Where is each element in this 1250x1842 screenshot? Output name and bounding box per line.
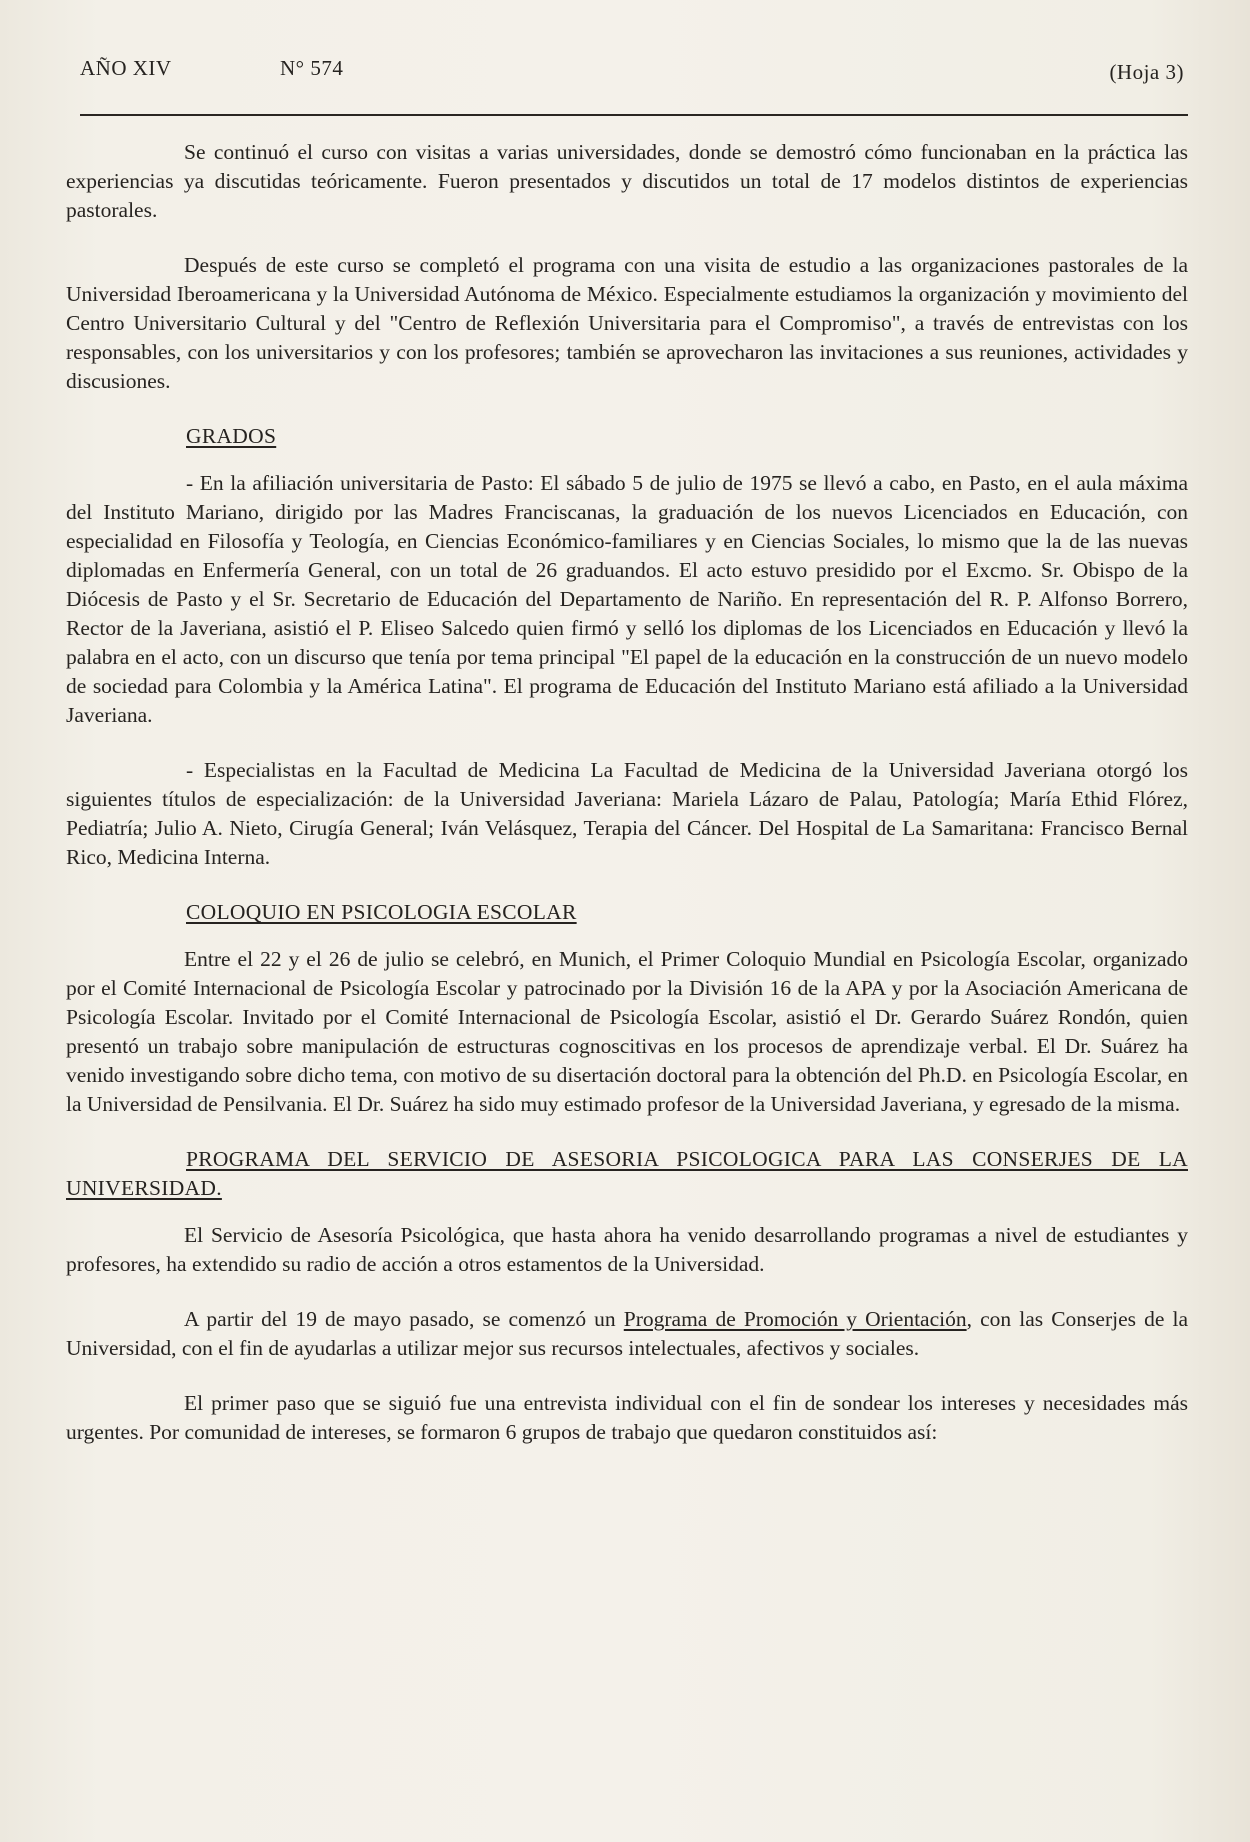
- page-header: [80, 56, 1184, 86]
- paragraph-study-visit: Después de este curso se completó el programa con una visita de estudio a las organizaciones pastorales de la Universidad Iberoamericana y la Universidad Autónoma de México. Especialmente estudiamos la organización y movimiento del Centro Universitario Cultural y del "Centro de Reflexión Universitaria para el Compromiso", a través de entrevistas con los responsables, con los universitarios y con los profesores; también se aprovecharon las invitaciones a sus reuniones, actividades y discusiones.: [66, 253, 1188, 393]
- section-heading-programa: PROGRAMA DEL SERVICIO DE ASESORIA PSICOLOGICA PARA LAS CONSERJES DE LA UNIVERSIDAD.: [66, 1147, 1188, 1200]
- paragraph-programa-intro: El Servicio de Asesoría Psicológica, que hasta ahora ha venido desarrollando programas a nivel de estudiantes y profesores, ha extendido su radio de acción a otros estamentos de la Universidad.: [66, 1223, 1188, 1276]
- header-year: AÑO XIV: [80, 56, 172, 80]
- paragraph-coloquio: Entre el 22 y el 26 de julio se celebró, en Munich, el Primer Coloquio Mundial en Psicología Escolar, organizado por el Comité Internacional de Psicología Escolar y patrocinado por la División 16 de la APA y por la Asociación Americana de Psicología Escolar. Invitado por el Comité Internacional de Psicología Escolar, asistió el Dr. Gerardo Suárez Rondón, quien presentó un trabajo sobre manipulación de estructuras cognoscitivas en los procesos de aprendizaje verbal. El Dr. Suárez ha venido investigando sobre dicho tema, con motivo de su disertación doctoral para la obtención del Ph.D. en Psicología Escolar, en la Universidad de Pensilvania. El Dr. Suárez ha sido muy estimado profesor de la Universidad Javeriana, y egresado de la misma.: [66, 947, 1188, 1116]
- header-number: N° 574: [280, 56, 344, 80]
- section-heading-grados: GRADOS: [186, 424, 277, 448]
- section-heading-coloquio: COLOQUIO EN PSICOLOGIA ESCOLAR: [186, 900, 577, 924]
- paragraph-course-visits: Se continuó el curso con visitas a varias universidades, donde se demostró cómo funcionaban en la práctica las experiencias ya discutidas teóricamente. Fueron presentados y discutidos un total de 17 modelos distintos de experiencias pastorales.: [66, 140, 1188, 222]
- header-rule: [80, 114, 1188, 116]
- programa-start-rest: , con las Conserjes de la Universidad, con el fin de ayudarlas a utilizar mejor sus recursos intelectuales, afectivos y sociales.: [66, 1307, 1188, 1360]
- grados-item-medicina: - Especialistas en la Facultad de Medicina La Facultad de Medicina de la Universidad Javeriana otorgó los siguientes títulos de especialización: de la Universidad Javeriana: Mariela Lázaro de Palau, Patología; María Ethid Flórez, Pediatría; Julio A. Nieto, Cirugía General; Iván Velásquez, Terapia del Cáncer. Del Hospital de La Samaritana: Francisco Bernal Rico, Medicina Interna.: [66, 758, 1188, 869]
- paragraph-programa-start: [66, 1305, 1188, 1363]
- page-body: [66, 138, 1188, 1473]
- grados-item-pasto: - En la afiliación universitaria de Pasto: El sábado 5 de julio de 1975 se llevó a cabo, en Pasto, en el aula máxima del Instituto Mariano, dirigido por las Madres Franciscanas, la graduación de los nuevos Licenciados en Educación, con especialidad en Filosofía y Teología, en Ciencias Económico-familiares y en Ciencias Sociales, lo mismo que la de las nuevas diplomadas en Enfermería General, con un total de 26 graduandos. El acto estuvo presidido por el Excmo. Sr. Obispo de la Diócesis de Pasto y el Sr. Secretario de Educación del Departamento de Nariño. En representación del R. P. Alfonso Borrero, Rector de la Javeriana, asistió el P. Eliseo Salcedo quien firmó y selló los diplomas de los Licenciados en Educación y llevó la palabra en el acto, con un discurso que tenía por tema principal "El papel de la educación en la construcción de un nuevo modelo de sociedad para Colombia y la América Latina". El programa de Educación del Instituto Mariano está afiliado a la Universidad Javeriana.: [66, 471, 1188, 727]
- programa-start-text: A partir del 19 de mayo pasado, se comenzó un: [184, 1307, 624, 1331]
- header-sheet: (Hoja 3): [1109, 60, 1184, 84]
- paragraph-programa-groups: El primer paso que se siguió fue una entrevista individual con el fin de sondear los intereses y necesidades más urgentes. Por comunidad de intereses, se formaron 6 grupos de trabajo que quedaron constituidos así:: [66, 1391, 1188, 1444]
- programa-title-underlined: Programa de Promoción y Orientación: [623, 1307, 967, 1331]
